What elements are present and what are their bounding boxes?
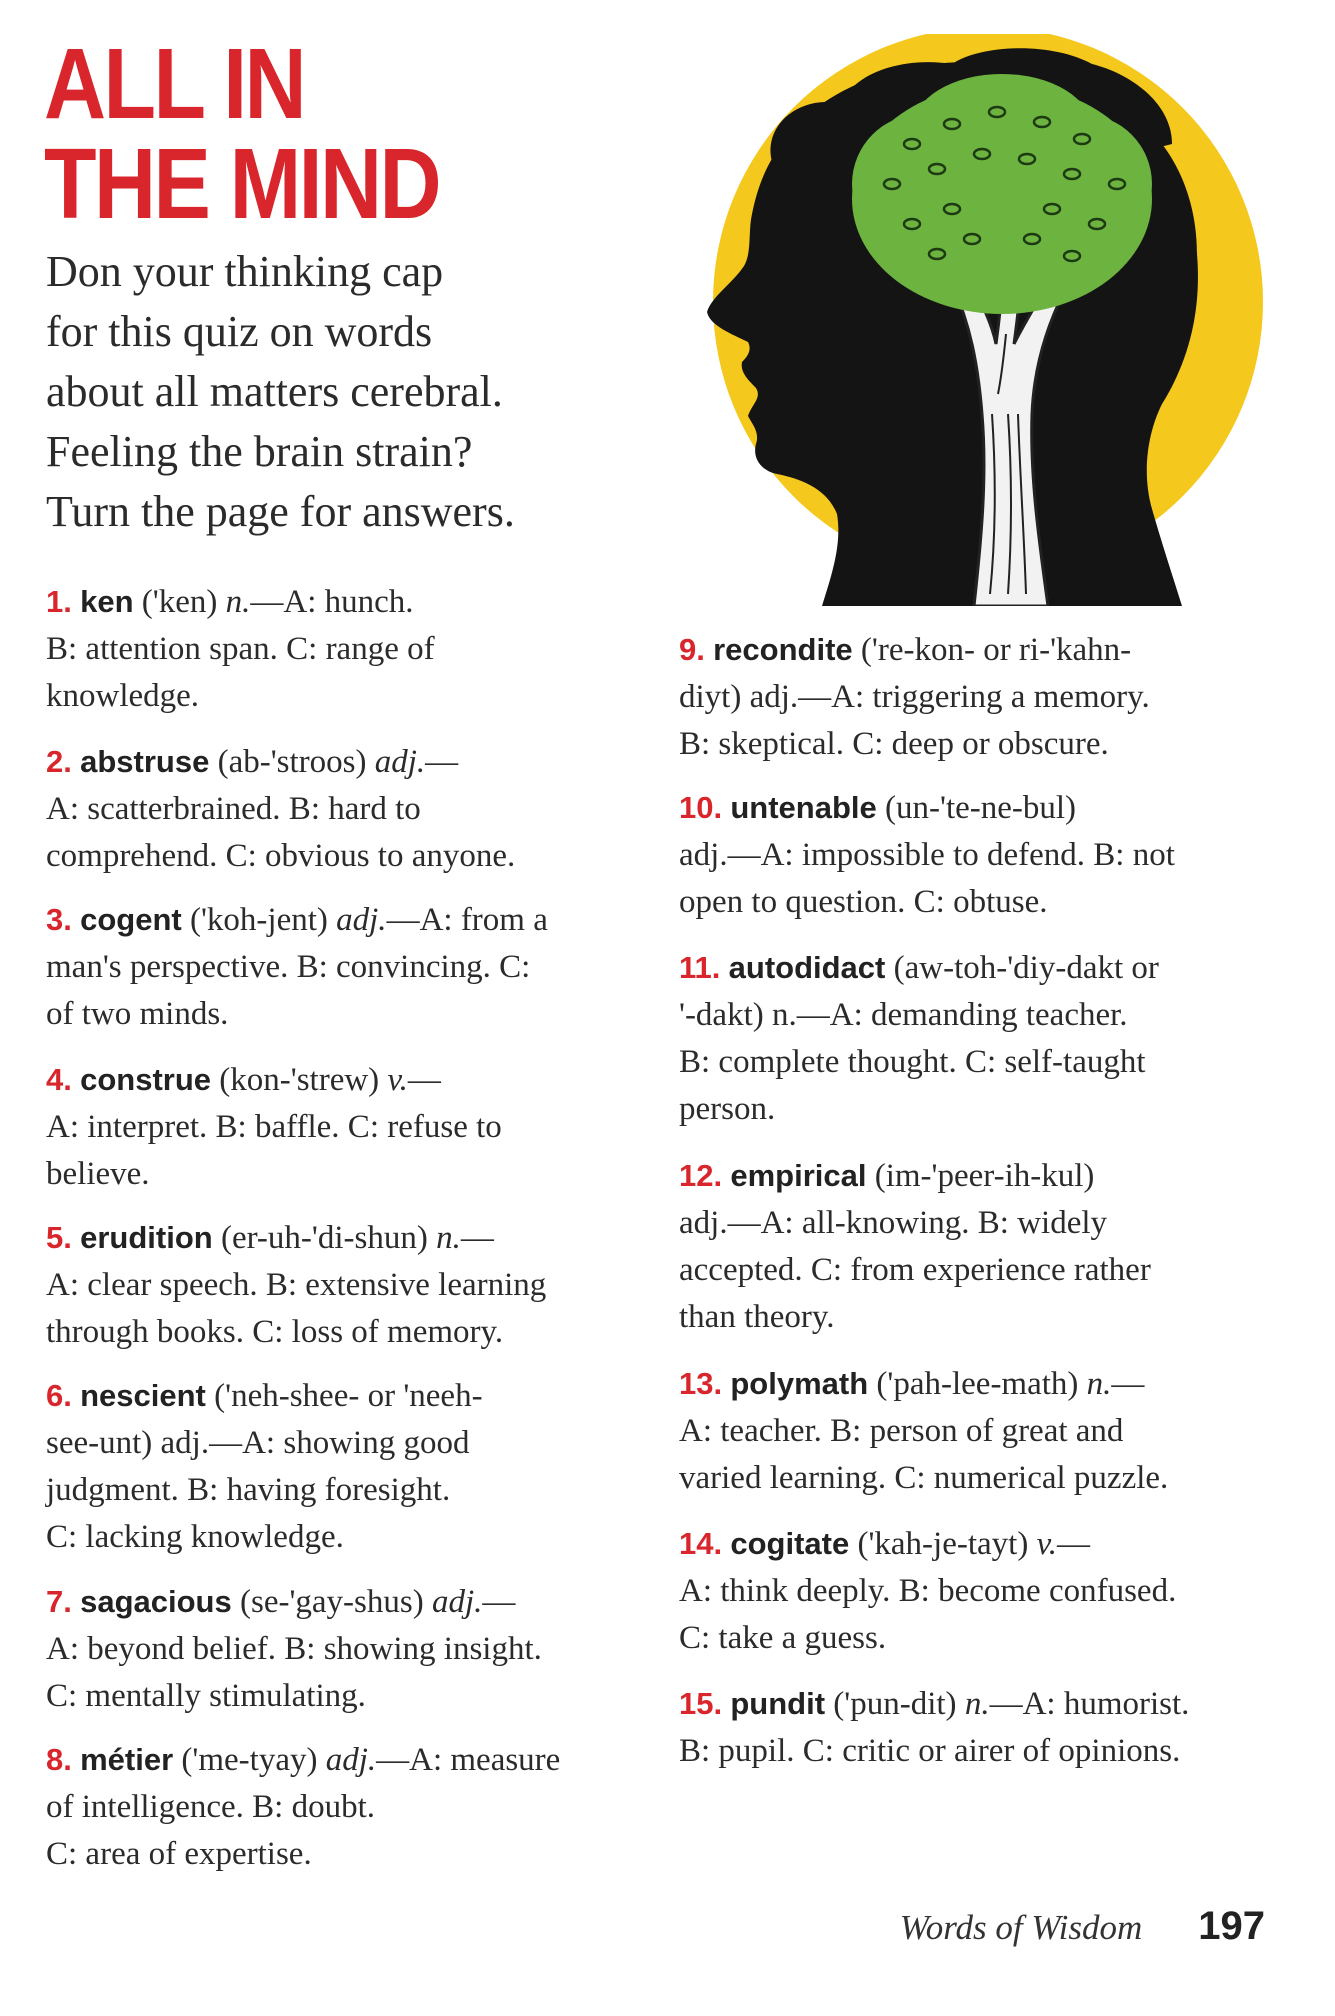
quiz-word: untenable	[730, 790, 877, 825]
intro-text	[46, 242, 646, 542]
intro-line: for this quiz on words	[46, 307, 433, 356]
item-line: person.	[679, 1091, 776, 1127]
item-line: adj.—A: impossible to defend. B: not	[679, 837, 1175, 873]
pronunciation: (ab-'stroos)	[217, 744, 367, 780]
item-line: of intelligence. B: doubt.	[46, 1789, 376, 1825]
section-name: Words of Wisdom	[899, 1908, 1143, 1947]
item-line: judgment. B: having foresight.	[46, 1472, 451, 1508]
item-line: C: mentally stimulating.	[46, 1678, 366, 1714]
quiz-word: construe	[80, 1062, 212, 1097]
item-line: C: area of expertise.	[46, 1836, 312, 1872]
part-of-speech: n.	[964, 1686, 990, 1722]
quiz-word: ken	[80, 584, 134, 619]
pronunciation: (im-'peer-ih-kul)	[874, 1158, 1095, 1194]
part-of-speech: n.	[436, 1220, 461, 1256]
page-footer	[900, 1904, 1265, 1949]
quiz-item	[679, 626, 1279, 768]
part-of-speech: adj.	[431, 1584, 483, 1620]
pronunciation: (aw-toh-'diy-dakt or	[893, 950, 1159, 986]
quiz-item	[679, 944, 1279, 1133]
quiz-word: pundit	[730, 1686, 826, 1721]
item-number: 5.	[46, 1220, 72, 1255]
pronunciation: (un-'te-ne-bul)	[885, 790, 1077, 826]
quiz-word: cogitate	[730, 1526, 850, 1561]
item-line: see-unt) adj.—A: showing good	[46, 1425, 470, 1461]
part-of-speech: adj.	[325, 1742, 377, 1778]
part-of-speech: n.	[225, 584, 251, 620]
item-line: B: complete thought. C: self-taught	[679, 1044, 1146, 1080]
item-number: 13.	[679, 1366, 723, 1401]
item-line: open to question. C: obtuse.	[679, 884, 1048, 920]
quiz-item	[46, 896, 646, 1038]
item-line: A: beyond belief. B: showing insight.	[46, 1631, 542, 1667]
item-choices: —	[1057, 1526, 1091, 1562]
item-line: through books. C: loss of memory.	[46, 1314, 504, 1350]
intro-line: Feeling the brain strain?	[46, 427, 473, 476]
title-line-1: ALL IN	[44, 28, 305, 140]
item-number: 10.	[679, 790, 723, 825]
item-line: of two minds.	[46, 996, 229, 1032]
item-number: 12.	[679, 1158, 723, 1193]
pronunciation: ('re-kon- or ri-'kahn-	[860, 632, 1132, 668]
item-number: 4.	[46, 1062, 72, 1097]
part-of-speech: v.	[387, 1062, 408, 1098]
item-line: diyt) adj.—A: triggering a memory.	[679, 679, 1150, 715]
item-line: than theory.	[679, 1299, 835, 1335]
item-choices: —A: humorist.	[989, 1686, 1190, 1722]
item-line: C: take a guess.	[679, 1620, 887, 1656]
quiz-word: nescient	[80, 1378, 206, 1413]
item-line: A: interpret. B: baffle. C: refuse to	[46, 1109, 502, 1145]
item-line: knowledge.	[46, 678, 200, 714]
item-number: 9.	[679, 632, 705, 667]
item-line: believe.	[46, 1156, 150, 1192]
item-line: '-dakt) n.—A: demanding teacher.	[679, 997, 1128, 1033]
item-choices: —A: measure	[376, 1742, 561, 1778]
item-number: 1.	[46, 584, 72, 619]
quiz-word: métier	[80, 1742, 174, 1777]
item-line: man's perspective. B: convincing. C:	[46, 949, 531, 985]
quiz-item	[46, 1578, 646, 1720]
intro-line: Don your thinking cap	[46, 247, 444, 296]
item-number: 8.	[46, 1742, 72, 1777]
head-tree-illustration	[652, 34, 1292, 606]
quiz-item	[679, 1360, 1279, 1502]
quiz-item	[46, 1214, 646, 1356]
item-choices: —A: hunch.	[250, 584, 414, 620]
item-number: 11.	[679, 950, 721, 985]
item-choices: —	[425, 744, 459, 780]
quiz-word: recondite	[713, 632, 853, 667]
item-line: A: scatterbrained. B: hard to	[46, 791, 421, 827]
item-choices: —	[460, 1220, 494, 1256]
pronunciation: ('kah-je-tayt)	[857, 1526, 1029, 1562]
quiz-word: sagacious	[80, 1584, 232, 1619]
quiz-word: empirical	[730, 1158, 867, 1193]
item-line: A: teacher. B: person of great and	[679, 1413, 1124, 1449]
pronunciation: (se-'gay-shus)	[239, 1584, 424, 1620]
quiz-item	[46, 738, 646, 880]
pronunciation: ('pun-dit)	[833, 1686, 957, 1722]
item-line: accepted. C: from experience rather	[679, 1252, 1151, 1288]
item-line: varied learning. C: numerical puzzle.	[679, 1460, 1169, 1496]
pronunciation: ('ken)	[141, 584, 218, 620]
pronunciation: ('me-tyay)	[181, 1742, 318, 1778]
intro-line: about all matters cerebral.	[46, 367, 503, 416]
item-line: A: clear speech. B: extensive learning	[46, 1267, 547, 1303]
pronunciation: ('koh-jent)	[189, 902, 328, 938]
item-number: 3.	[46, 902, 72, 937]
title-line-2: THE MIND	[44, 128, 440, 240]
pronunciation: (er-uh-'di-shun)	[220, 1220, 428, 1256]
item-line: B: attention span. C: range of	[46, 631, 435, 667]
item-number: 2.	[46, 744, 72, 779]
item-line: B: pupil. C: critic or airer of opinions.	[679, 1733, 1181, 1769]
quiz-word: cogent	[80, 902, 182, 937]
quiz-item	[679, 1680, 1279, 1775]
item-number: 6.	[46, 1378, 72, 1413]
part-of-speech: v.	[1036, 1526, 1058, 1562]
item-choices: —	[407, 1062, 441, 1098]
item-line: B: skeptical. C: deep or obscure.	[679, 726, 1109, 762]
quiz-word: polymath	[730, 1366, 869, 1401]
item-line: adj.—A: all-knowing. B: widely	[679, 1205, 1108, 1241]
item-number: 15.	[679, 1686, 723, 1721]
part-of-speech: adj.	[336, 902, 387, 938]
item-choices: —A: from a	[386, 902, 548, 938]
quiz-word: erudition	[80, 1220, 213, 1255]
item-line: A: think deeply. B: become confused.	[679, 1573, 1177, 1609]
quiz-word: abstruse	[80, 744, 210, 779]
quiz-item	[46, 1056, 646, 1198]
item-line: C: lacking knowledge.	[46, 1519, 344, 1555]
quiz-item	[46, 578, 646, 720]
item-number: 14.	[679, 1526, 723, 1561]
item-number: 7.	[46, 1584, 72, 1619]
part-of-speech: adj.	[374, 744, 426, 780]
pronunciation: ('pah-lee-math)	[876, 1366, 1079, 1402]
quiz-item	[679, 784, 1279, 926]
page-number: 197	[1198, 1904, 1265, 1948]
page-title	[44, 28, 440, 240]
quiz-word: autodidact	[728, 950, 886, 985]
item-choices: —	[482, 1584, 516, 1620]
item-choices: —	[1111, 1366, 1145, 1402]
quiz-item	[679, 1152, 1279, 1341]
part-of-speech: n.	[1086, 1366, 1112, 1402]
pronunciation: (kon-'strew)	[219, 1062, 380, 1098]
pronunciation: ('neh-shee- or 'neeh-	[214, 1378, 483, 1414]
quiz-item	[679, 1520, 1279, 1662]
intro-line: Turn the page for answers.	[46, 487, 515, 536]
quiz-item	[46, 1372, 646, 1561]
item-line: comprehend. C: obvious to anyone.	[46, 838, 516, 874]
quiz-item	[46, 1736, 646, 1878]
